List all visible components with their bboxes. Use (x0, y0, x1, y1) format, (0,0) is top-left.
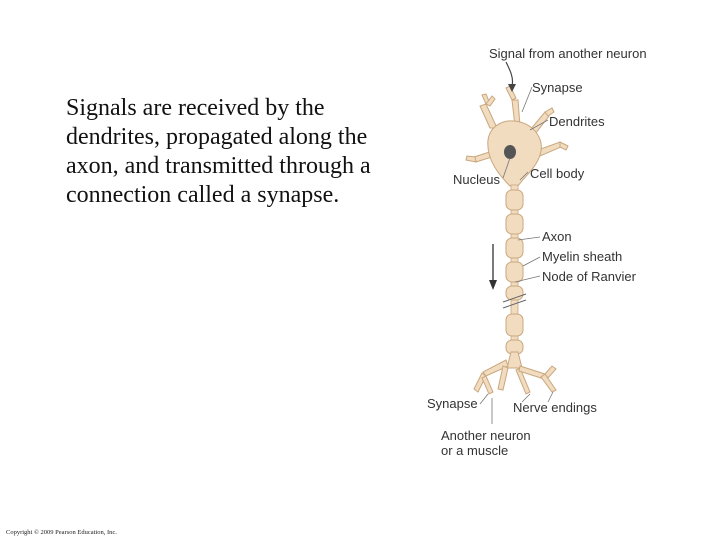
slide-body-text: Signals are received by the dendrites, propagated along the axon, and transmitted through a connection called a synapse. (66, 95, 371, 208)
copyright-notice: Copyright © 2009 Pearson Education, Inc. (6, 529, 117, 536)
direction-arrowhead (489, 280, 497, 290)
label-nucleus: Nucleus (453, 172, 500, 187)
label-synapse-bottom: Synapse (427, 396, 478, 411)
axon-terminals (474, 352, 556, 394)
label-signal-from-another-neuron: Signal from another neuron (489, 46, 647, 61)
label-cell-body: Cell body (530, 166, 585, 181)
label-or-a-muscle: or a muscle (441, 443, 509, 458)
myelin-sheath-segments (506, 190, 523, 354)
label-node-of-ranvier: Node of Ranvier (542, 269, 636, 284)
label-nerve-endings: Nerve endings (513, 400, 597, 415)
nucleus (504, 145, 516, 159)
signal-arrow (506, 62, 513, 86)
label-axon: Axon (542, 229, 572, 244)
label-another-neuron: Another neuron (441, 428, 531, 443)
label-myelin-sheath: Myelin sheath (542, 249, 623, 264)
label-dendrites: Dendrites (549, 114, 605, 129)
label-synapse-top: Synapse (532, 80, 583, 95)
